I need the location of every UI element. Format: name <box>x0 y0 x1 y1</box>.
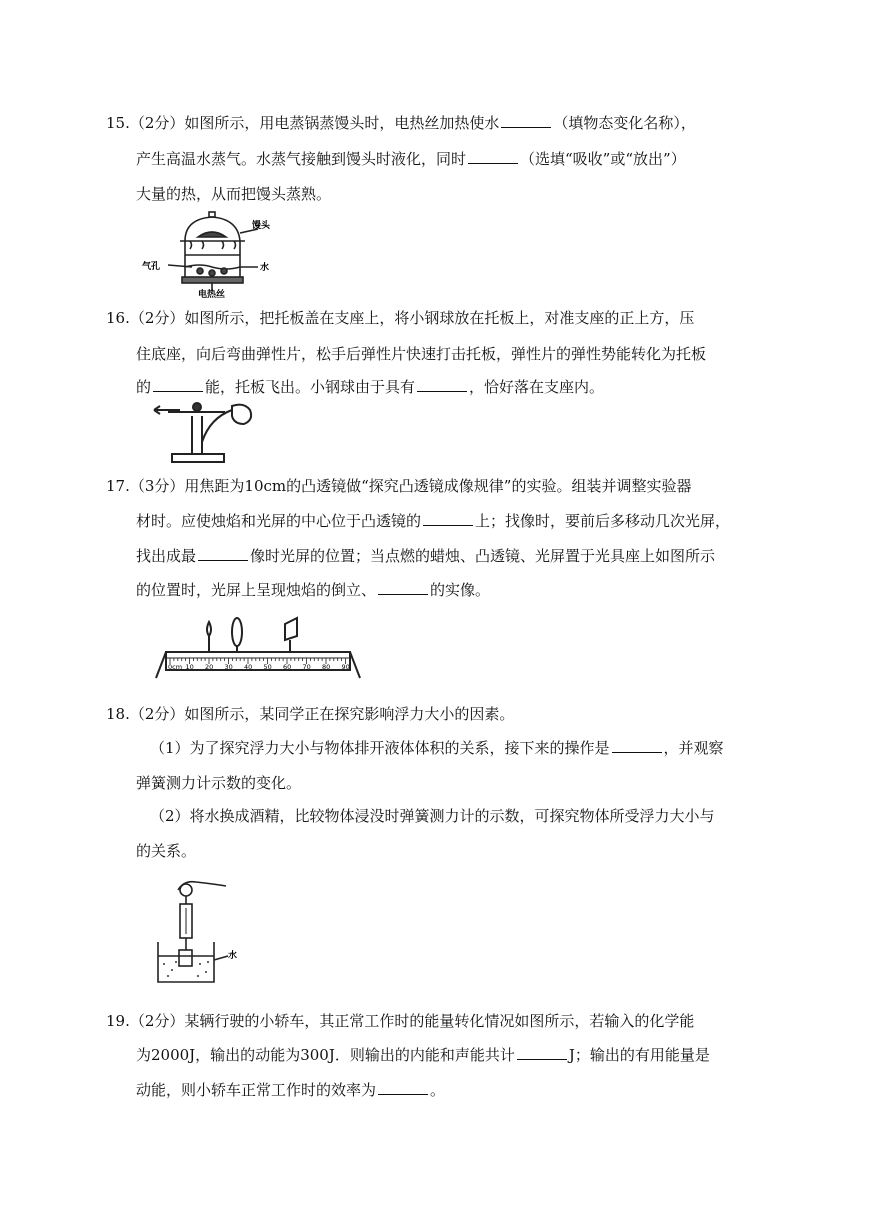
q18-line-2: （1）为了探究浮力大小与物体排开液体体积的关系，接下来的操作是 ，并观察 <box>150 739 724 757</box>
q18-line-5: 的关系。 <box>136 842 197 860</box>
steamer-figure <box>140 207 280 299</box>
q15-line-2: 产生高温水蒸气。水蒸气接触到馒头时液化，同时 （选填“吸收”或“放出”） <box>136 150 686 168</box>
label-mantou: 馒头 <box>252 221 271 231</box>
buoyancy-figure <box>148 876 248 988</box>
label-shui: 水 <box>228 951 238 961</box>
q18-blank-1[interactable] <box>612 738 662 753</box>
q18-line-4: （2）将水换成酒精，比较物体浸没时弹簧测力计的示数，可探究物体所受浮力大小与 <box>150 807 715 825</box>
q19-line-3: 动能，则小轿车正常工作时的效率为 。 <box>136 1081 446 1099</box>
q17-blank-1[interactable] <box>423 511 473 526</box>
q15-blank-2[interactable] <box>468 149 518 164</box>
ruler-tick-label: 20 <box>205 663 214 671</box>
q18-line-3: 弹簧测力计示数的变化。 <box>136 774 302 792</box>
q17-line-2: 材时。应使烛焰和光屏的中心位于凸透镜的 上；找像时，要前后多移动几次光屏， <box>136 512 731 530</box>
q16-line-2: 住底座，向后弯曲弹性片，松手后弹性片快速打击托板，弹性片的弹性势能转化为托板 <box>136 345 707 363</box>
q19-blank-1[interactable] <box>517 1045 567 1060</box>
optical-bench-figure <box>152 612 364 682</box>
q19-blank-2[interactable] <box>378 1080 428 1095</box>
q17-line-4: 的位置时，光屏上呈现烛焰的倒立、 的实像。 <box>136 581 491 599</box>
q16-line-3: 的 能，托板飞出。小钢球由于具有 ，恰好落在支座内。 <box>136 378 605 396</box>
q15-line-1: 15.（2分）如图所示，用电蒸锅蒸馒头时，电热丝加热使水 （填物态变化名称）， <box>106 114 696 132</box>
ruler-tick-label: 80 <box>322 663 331 671</box>
elastic-plate-figure <box>150 398 265 466</box>
ruler-tick-label: 40 <box>244 663 253 671</box>
ruler-tick-label: 90 <box>341 663 350 671</box>
ruler-tick-label: 70 <box>302 663 311 671</box>
q16-blank-1[interactable] <box>153 377 203 392</box>
ruler-tick-label: 50 <box>263 663 272 671</box>
ruler-tick-label: 30 <box>224 663 233 671</box>
q17-blank-3[interactable] <box>378 580 428 595</box>
q17-line-3: 找出成最 像时光屏的位置；当点燃的蜡烛、凸透镜、光屏置于光具座上如图所示 <box>136 547 716 565</box>
q19-line-2: 为2000J，输出的动能为300J．则输出的内能和声能共计 J；输出的有用能量是 <box>136 1046 710 1064</box>
ruler-tick-label: 0cm <box>168 663 183 671</box>
q17-line-1: 17.（3分）用焦距为10cm的凸透镜做“探究凸透镜成像规律”的实验。组装并调整实验器 <box>106 477 692 495</box>
q15-line-3: 大量的热，从而把馒头蒸熟。 <box>136 185 332 203</box>
q16-line-1: 16.（2分）如图所示，把托板盖在支座上，将小钢球放在托板上，对准支座的正上方，压 <box>106 309 695 327</box>
q18-line-1: 18.（2分）如图所示，某同学正在探究影响浮力大小的因素。 <box>106 705 515 723</box>
ruler-tick-label: 60 <box>283 663 292 671</box>
q16-blank-2[interactable] <box>417 377 467 392</box>
ruler-tick-label: 10 <box>185 663 194 671</box>
label-qikong: 气孔 <box>142 262 161 272</box>
q19-line-1: 19.（2分）某辆行驶的小轿车，其正常工作时的能量转化情况如图所示，若输入的化学能 <box>106 1012 695 1030</box>
label-shui: 水 <box>260 263 270 273</box>
label-dianresi: 电热丝 <box>198 290 226 299</box>
q17-blank-2[interactable] <box>198 546 248 561</box>
q15-blank-1[interactable] <box>501 113 551 128</box>
